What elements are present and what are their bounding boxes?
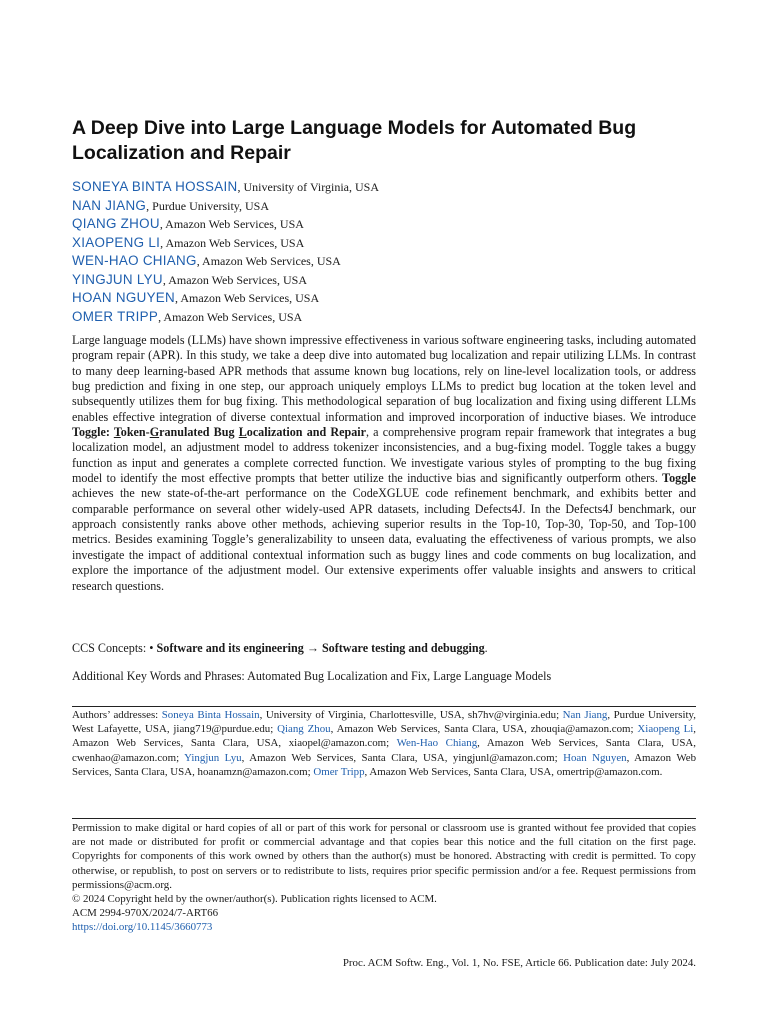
author-name-link[interactable]: QIANG ZHOU xyxy=(72,216,160,231)
author-entry xyxy=(72,271,696,290)
toggle-bold: Toggle xyxy=(662,471,696,486)
divider xyxy=(72,818,696,819)
copyright-line: © 2024 Copyright held by the owner/author(s). Publication rights licensed to ACM. xyxy=(72,893,437,906)
author-addresses xyxy=(72,708,696,779)
address-author-link[interactable]: Omer Tripp xyxy=(313,765,365,778)
author-affiliation: , Amazon Web Services, USA xyxy=(175,291,320,305)
addresses-prefix: Authors’ addresses: xyxy=(72,709,162,721)
author-name-link[interactable]: WEN-HAO CHIANG xyxy=(72,253,197,268)
address-details: , Amazon Web Services, Santa Clara, USA, hoanamzn@amazon.com; xyxy=(72,751,697,778)
author-affiliation: , Amazon Web Services, USA xyxy=(159,217,304,231)
toggle-initial-l: L xyxy=(238,425,247,440)
toggle-expansion: ranulated Bug xyxy=(159,425,239,440)
address-author-link[interactable]: Qiang Zhou xyxy=(277,723,331,736)
author-name-link[interactable]: YINGJUN LYU xyxy=(72,271,163,287)
address-author-link[interactable]: Nan Jiang xyxy=(562,709,608,721)
toggle-separator: : xyxy=(105,425,114,440)
ccs-concept: Software and its engineering → Software testing and debugging xyxy=(156,641,485,655)
address-details: , University of Virginia, Charlottesville, USA, sh7hv@virginia.edu; xyxy=(259,709,563,721)
toggle-expansion: oken- xyxy=(120,425,150,440)
author-entry xyxy=(72,252,696,271)
address-author-link[interactable]: Wen-Hao Chiang xyxy=(396,737,478,750)
toggle-name: Toggle xyxy=(72,425,106,440)
author-affiliation: , Amazon Web Services, USA xyxy=(162,272,307,287)
permission-notice xyxy=(72,821,696,935)
author-name-link[interactable]: HOAN NGUYEN xyxy=(72,290,175,305)
address-author-link[interactable]: Hoan Nguyen xyxy=(563,751,627,764)
doi-link[interactable]: https://doi.org/10.1145/3660773 xyxy=(72,921,213,934)
keywords: Additional Key Words and Phrases: Automated Bug Localization and Fix, Large Language Models xyxy=(72,669,552,683)
author-entry xyxy=(72,178,696,197)
ccs-end: . xyxy=(484,641,488,655)
acm-identifier: ACM 2994-970X/2024/7-ART66 xyxy=(72,907,219,920)
paper-title: A Deep Dive into Large Language Models for Automated Bug Localization and Repair xyxy=(72,117,637,164)
author-affiliation: , Amazon Web Services, USA xyxy=(196,254,341,268)
toggle-expansion: ocalization and Rep xyxy=(246,425,352,440)
address-author-link[interactable]: Yingjun Lyu xyxy=(184,751,242,764)
author-name-link[interactable]: XIAOPENG LI xyxy=(72,234,161,250)
page-footer: Proc. ACM Softw. Eng., Vol. 1, No. FSE, Article 66. Publication date: July 2024. xyxy=(342,957,696,969)
ccs-concepts xyxy=(72,640,696,656)
divider xyxy=(72,706,696,707)
abstract-text: Large language models (LLMs) have shown impressive effectiveness in various software engineering tasks, including automated program repair (APR). In this study, we take a deep dive into automated bug localization and repair utilizing LLMs. In contrast to many deep learning-based APR methods that assume known bug locations, rely on line-level localization tools, or address bug prediction and fixing in one step, our approach uniquely employs LLMs to predict bug location at the token level and subsequently utilizes them for bug fixing. This methodological separation of bug localization and fixing using different LLMs enables effective integration of diverse contextual information and improved incorporation of inductive biases. We introduce xyxy=(72,333,696,424)
author-affiliation: , Purdue University, USA xyxy=(146,198,270,213)
address-details: , Amazon Web Services, Santa Clara, USA, xiaopel@amazon.com; xyxy=(72,723,697,750)
author-affiliation: , University of Virginia, USA xyxy=(237,180,379,194)
author-entry xyxy=(72,289,696,308)
address-details: , Amazon Web Services, Santa Clara, USA, omertrip@amazon.com. xyxy=(364,765,663,778)
abstract-text: , a comprehensive program repair framework that integrates a bug localization model, an adjustment model to address tokenizer inconsistencies, and a bug-fixing model. Toggle takes a buggy function as input and generates a complete corrected function. We investigate various styles of prompting to the bug fixing model to identify the most effective prompts that better utilize the inductive bias and significantly outperform others. xyxy=(72,425,696,486)
author-entry xyxy=(72,234,696,253)
author-entry xyxy=(72,308,696,327)
address-details: , Amazon Web Services, Santa Clara, USA, yingjunl@amazon.com; xyxy=(241,751,564,764)
address-details: , Amazon Web Services, Santa Clara, USA, cwenhao@amazon.com; xyxy=(72,737,697,764)
author-name-link[interactable]: NAN JIANG xyxy=(72,197,147,213)
author-name-link[interactable]: SONEYA BINTA HOSSAIN xyxy=(72,179,238,194)
address-author-link[interactable]: Soneya Binta Hossain xyxy=(161,709,260,721)
toggle-expansion: air xyxy=(351,425,366,440)
ccs-label: CCS Concepts: • xyxy=(72,641,157,655)
author-affiliation: , Amazon Web Services, USA xyxy=(158,309,303,324)
author-entry xyxy=(72,197,696,216)
permission-text: Permission to make digital or hard copies of all or part of this work for personal or classroom use is granted without fee provided that copies are not made or distributed for profit or commercial advantage and that copies bear this notice and the full citation on the first page. Copyrights for components of this work owned by others than the author(s) must be honored. Abstracting with credit is permitted. To copy otherwise, or republish, to post on servers or to redistribute to lists, requires prior specific permission and/or a fee. Request permissions from permissions@acm.org. xyxy=(72,822,696,891)
author-list xyxy=(72,178,696,326)
address-details: , Amazon Web Services, Santa Clara, USA, zhouqia@amazon.com; xyxy=(330,723,638,736)
toggle-initial-g: G xyxy=(149,425,160,440)
address-author-link[interactable]: Xiaopeng Li xyxy=(637,723,694,736)
author-entry xyxy=(72,215,696,234)
author-affiliation: , Amazon Web Services, USA xyxy=(160,235,305,250)
author-name-link[interactable]: OMER TRIPP xyxy=(72,308,159,324)
address-details: , Purdue University, West Lafayette, USA, jiang719@purdue.edu; xyxy=(72,709,696,736)
toggle-initial-t: T xyxy=(113,425,121,440)
abstract xyxy=(72,333,696,594)
abstract-text: achieves the new state-of-the-art performance on the CodeXGLUE code refinement benchmark, and exhibits better and comparable performance on several other widely-used APR datasets, including Defects4J. In the Defects4J benchmark, our approach consistently ranks above other methods, achieving superior results in the Top-10, Top-30, Top-50, and Top-100 metrics. Besides examining Toggle’s generalizability to unseen data, evaluating the effectiveness of various prompts, we also investigate the impact of additional contextual information such as buggy lines and code comments on bug localization, and explore the importance of the adjustment model. Our extensive experiments offer valuable insights and answers to critical research questions. xyxy=(72,486,696,593)
